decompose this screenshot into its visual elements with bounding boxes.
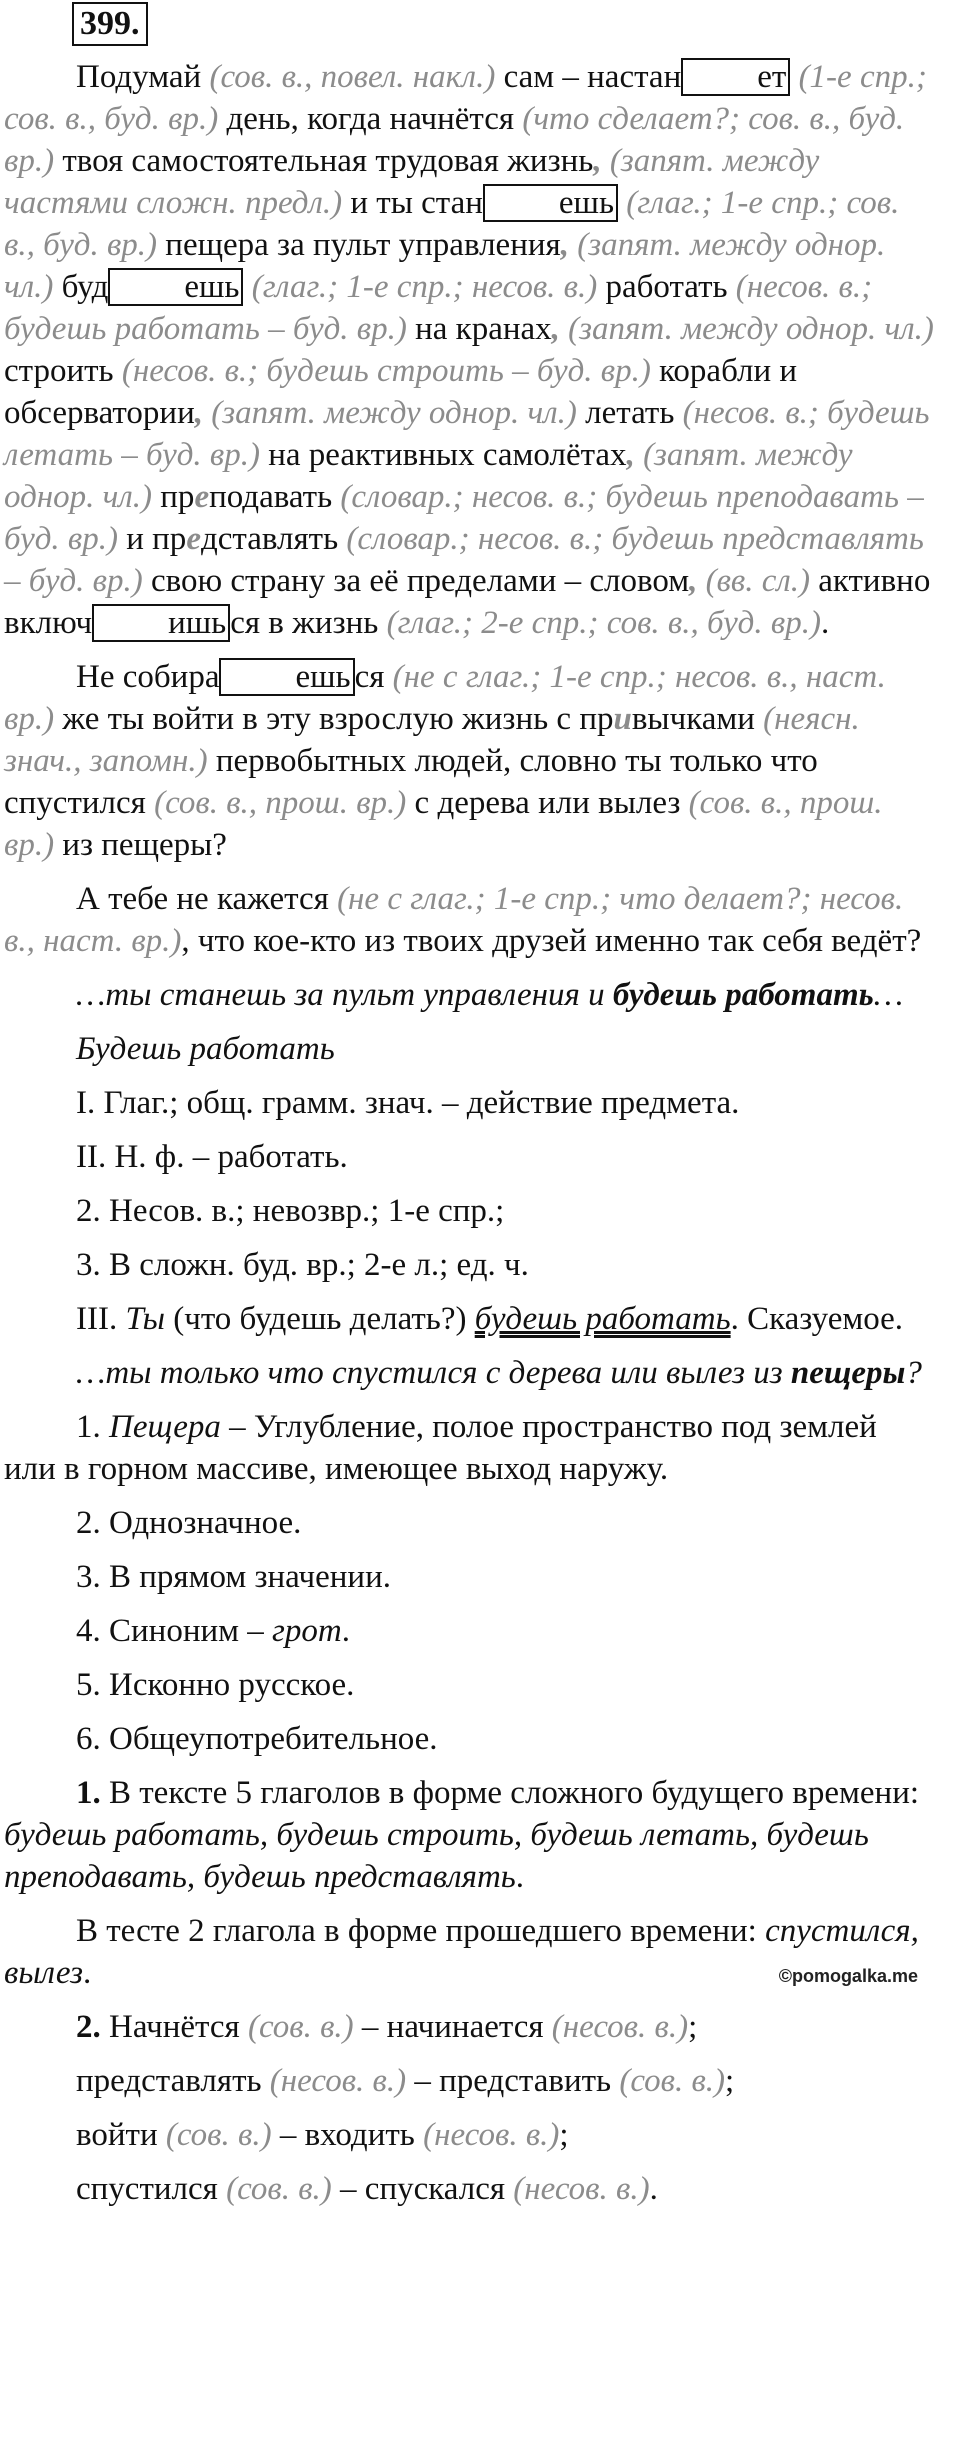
text-run: войти	[76, 2117, 166, 2153]
text-run: же ты войти в эту взрослую жизнь с пр	[54, 701, 614, 737]
text-run: сам – настан	[495, 59, 682, 95]
italic-run: спустился, вылез	[4, 1913, 919, 1991]
italic-run: будешь работать, будешь строить, будешь летать, будешь преподавать, будешь представлять	[4, 1817, 869, 1895]
text-run: , что кое-кто из твоих друзей именно так себя ведёт?	[181, 923, 922, 959]
grammar-note: (сов. в.)	[226, 2171, 332, 2207]
paragraph-main-text	[4, 56, 934, 644]
italic-run: …	[873, 977, 904, 1013]
grammar-note: (несов. в.)	[551, 2009, 689, 2045]
text-run: ся	[354, 659, 393, 695]
checked-vowel: и	[613, 701, 632, 737]
grammar-note: (словар.; несов. в.; будешь преподавать – буд. вр.)	[4, 479, 924, 557]
grammar-note: (сов. в., прош. вр.)	[154, 785, 407, 821]
bold-italic-run: пещеры	[790, 1355, 906, 1391]
grammar-note: (словар.; несов. в.; будешь представлять – буд. вр.)	[4, 521, 924, 599]
parse-line: 3. В сложн. буд. вр.; 2-е л.; ед. ч.	[76, 1247, 529, 1283]
text-run: В тексте 5 глаголов в форме сложного будущего времени:	[100, 1775, 920, 1811]
text-run: 5. Исконно русское.	[76, 1667, 355, 1703]
grammar-note: (что сделает?; сов. в., буд. вр.)	[4, 101, 905, 179]
checked-vowel: е	[194, 479, 210, 515]
grammar-note: (несов. в.)	[423, 2117, 560, 2153]
text-run: 2. Однозначное.	[76, 1505, 302, 1541]
text-run: летать	[576, 395, 683, 431]
text-run: пещера за пульт управления	[157, 227, 561, 263]
text-run: спустился	[76, 2171, 227, 2207]
quote-sentence-2	[4, 1352, 934, 1394]
grammar-note: (сов. в., повел. накл.)	[209, 59, 496, 95]
text-run: .	[820, 605, 830, 641]
grammar-note: (вв. сл.)	[697, 563, 811, 599]
watermark: ©pomogalka.me	[778, 1966, 918, 1986]
punctuation-mark: ,	[689, 563, 698, 599]
text-run: и пр	[117, 521, 187, 557]
text-run: Начнётся	[100, 2009, 248, 2045]
grammar-note: (сов. в.)	[247, 2009, 354, 2045]
text-run: ;	[559, 2117, 569, 2153]
text-run: твоя самостоятельная трудовая жизнь	[54, 143, 594, 179]
text-run: подавать	[209, 479, 341, 515]
text-run: 3. В прямом значении.	[76, 1559, 391, 1595]
text-run: .	[82, 1955, 92, 1991]
text-run: – представить	[406, 2063, 620, 2099]
italic-run: Пещера	[109, 1409, 221, 1445]
punctuation-mark: ,	[551, 311, 560, 347]
grammar-note: (сов. в., прош. вр.)	[4, 785, 883, 863]
grammar-note: (не с глаг.; 1-е спр.; что делает?; несов. в., наст. вр.)	[4, 881, 904, 959]
text-run: ;	[725, 2063, 735, 2099]
text-run: В тесте 2 глагола в форме прошедшего времени:	[76, 1913, 766, 1949]
text-run: пр	[152, 479, 195, 515]
parse-title: Будешь работать	[76, 1031, 335, 1067]
text-run: Подумай	[76, 59, 210, 95]
paragraph-final	[4, 878, 934, 962]
task-number: 399.	[72, 2, 148, 46]
text-run: день, когда начнётся	[218, 101, 523, 137]
text-run: 1.	[76, 1409, 109, 1445]
grammar-note: (запят. между однор. чл.)	[4, 437, 853, 515]
grammar-note: (несов. в.; будешь летать – буд. вр.)	[4, 395, 930, 473]
grammar-note: (сов. в.)	[619, 2063, 726, 2099]
answer-1	[4, 1772, 934, 1898]
punctuation-mark: ,	[194, 395, 203, 431]
list-item	[4, 1502, 934, 1544]
text-run: Не собира	[76, 659, 220, 695]
text-run: и ты стан	[342, 185, 483, 221]
grammar-note: (глаг.; 2-е спр.; сов. в., буд. вр.)	[386, 605, 821, 641]
bold-run: 1.	[76, 1775, 101, 1811]
list-item	[4, 2060, 934, 2102]
text-run: работать	[597, 269, 736, 305]
grammar-note: (запят. между однор. чл.)	[202, 395, 577, 431]
text-run: буд	[53, 269, 109, 305]
text-run: 4. Синоним –	[76, 1613, 273, 1649]
text-run: .	[341, 1613, 351, 1649]
italic-run: …ты только что спустился с дерева или вылез из	[76, 1355, 791, 1391]
text-run: вычками	[631, 701, 764, 737]
list-item	[4, 2006, 934, 2048]
document-body	[4, 56, 934, 2222]
bold-run: 2.	[76, 2009, 101, 2045]
italic-run: ?	[905, 1355, 922, 1391]
grammar-note: (несов. в.)	[269, 2063, 407, 2099]
ending-box: ешь	[108, 268, 243, 306]
paragraph-question	[4, 656, 934, 866]
parse-line: I. Глаг.; общ. грамм. знач. – действие предмета.	[76, 1085, 740, 1121]
parse-line: II. Н. ф. – работать.	[76, 1139, 348, 1175]
text-run: активно включ	[4, 563, 931, 641]
punctuation-mark: ,	[593, 143, 602, 179]
answer-2-pairs	[4, 2006, 934, 2210]
text-run: корабли и обсерватории	[4, 353, 798, 431]
text-run: с дерева или вылез	[406, 785, 689, 821]
grammar-note: (сов. в.)	[165, 2117, 272, 2153]
text-run: .	[515, 1859, 525, 1895]
list-item	[4, 1610, 934, 1652]
text-run: ;	[688, 2009, 698, 2045]
list-item	[4, 1664, 934, 1706]
grammar-note: (запят. между однор. чл.)	[559, 311, 934, 347]
text-run: представлять	[76, 2063, 270, 2099]
italic-run: Ты	[125, 1301, 165, 1337]
ending-box: ишь	[92, 604, 230, 642]
text-run: – спускался	[331, 2171, 514, 2207]
parse-line: 2. Несов. в.; невозвр.; 1-е спр.;	[76, 1193, 505, 1229]
text-run: III.	[76, 1301, 126, 1337]
text-run: дставлять	[200, 521, 347, 557]
grammar-note: (несов. в.; будешь строить – буд. вр.)	[121, 353, 651, 389]
quote-sentence-1	[4, 974, 934, 1016]
lexical-analysis	[4, 1406, 934, 1760]
list-item	[4, 1556, 934, 1598]
text-run: строить	[4, 353, 122, 389]
text-run: ся в жизнь	[230, 605, 387, 641]
text-run: – Углубление, полое пространство под землей или в горном массиве, имеющее выход наружу.	[4, 1409, 877, 1487]
checked-vowel: е	[186, 521, 201, 557]
list-item	[4, 2168, 934, 2210]
italic-run: грот	[272, 1613, 342, 1649]
parse-lines	[4, 1082, 934, 1286]
text-run: на реактивных самолётах	[259, 437, 627, 473]
text-run: свою страну за её пределами – словом	[142, 563, 690, 599]
text-run: (что будешь делать?)	[164, 1301, 475, 1337]
text-run: . Сказуемое.	[730, 1301, 904, 1337]
punctuation-mark: ,	[626, 437, 635, 473]
parse-line-iii	[4, 1298, 934, 1340]
grammar-note: (глаг.; 1-е спр.; сов. в., буд. вр.)	[4, 185, 900, 263]
punctuation-mark: ,	[560, 227, 569, 263]
grammar-note: (несов. в.)	[513, 2171, 650, 2207]
text-run: 6. Общеупотребительное.	[76, 1721, 438, 1757]
text-run: на кранах	[406, 311, 552, 347]
text-run: А тебе не кажется	[76, 881, 338, 917]
text-run: из пещеры?	[54, 827, 227, 863]
ending-box: ешь	[219, 658, 354, 696]
grammar-note: (несов. в.; будешь работать – буд. вр.)	[4, 269, 873, 347]
list-item	[4, 1718, 934, 1760]
text-run: .	[649, 2171, 658, 2207]
grammar-note: (запят. между частями сложн. предл.)	[4, 143, 820, 221]
ending-box: ешь	[483, 184, 618, 222]
grammar-note: (1-е спр.; сов. в., буд. вр.)	[4, 59, 927, 137]
list-item	[4, 1406, 934, 1490]
text-run: – входить	[271, 2117, 424, 2153]
text-run: – начинается	[353, 2009, 552, 2045]
bold-italic-run: будешь работать	[612, 977, 874, 1013]
italic-run: …ты станешь за пульт управления и	[76, 977, 613, 1013]
text-run: первобытных людей, словно ты только что спустился	[4, 743, 818, 821]
list-item	[4, 2114, 934, 2156]
grammar-note: (запят. между однор. чл.)	[4, 227, 886, 305]
ending-box: ет	[681, 58, 790, 96]
grammar-note: (не с глаг.; 1-е спр.; несов. в., наст. вр.)	[4, 659, 886, 737]
grammar-note: (неясн. знач., запомн.)	[4, 701, 860, 779]
grammar-note: (глаг.; 1-е спр.; несов. в.)	[243, 269, 598, 305]
predicate-underlined: будешь работать	[474, 1301, 731, 1337]
